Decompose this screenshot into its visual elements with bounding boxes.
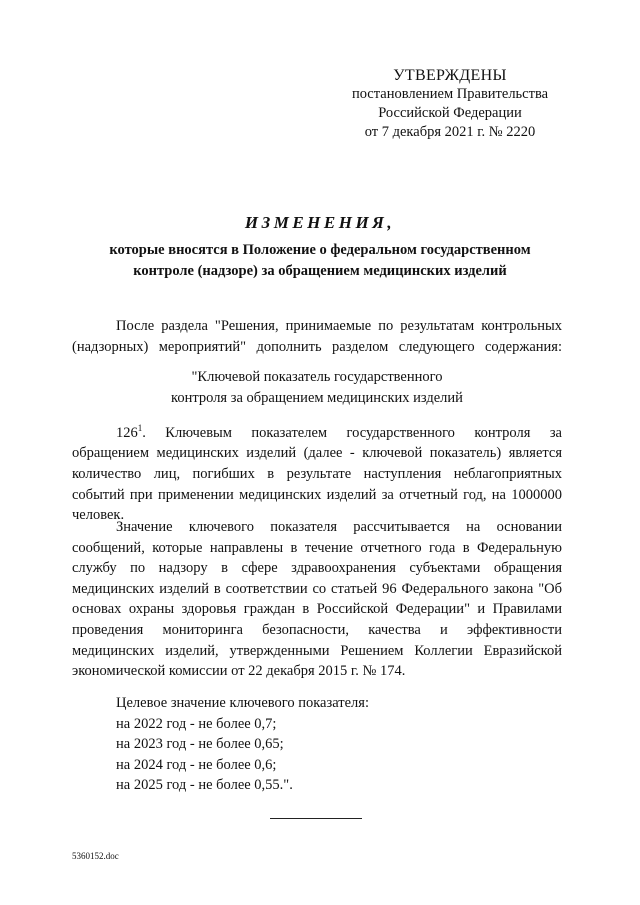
section-heading-line-2: контроля за обращением медицинских изделий (171, 389, 463, 406)
target-2025: на 2025 год - не более 0,55.". (116, 777, 293, 794)
document-subtitle (80, 240, 560, 282)
intro-paragraph (72, 316, 562, 357)
target-2022: на 2022 год - не более 0,7; (116, 715, 277, 732)
calculation-paragraph: Значение ключевого показателя рассчитывается на основании сообщений, которые направлены в течение отчетного года в Федеральную службу по надзору в сфере здравоохранения субъектами обращения медицинских изделий в соответствии со статьей 96 Федерального закона "Об основах охраны здоровья граждан в Российской Федерации" и Правилами проведения мониторинга безопасности, качества и эффективности медицинских изделий, утвержденными Решением Коллегии Евразийской экономической комиссии от 22 декабря 2015 г. № 174. (72, 519, 562, 680)
target-2023: на 2023 год - не более 0,65; (116, 736, 284, 753)
intro-line-1: После раздела "Решения, принимаемые по результатам контрольных (116, 318, 562, 334)
document-file-id: 5360152.doc (72, 851, 119, 861)
target-2024: на 2024 год - не более 0,6; (116, 756, 277, 773)
approval-line-date-number: от 7 декабря 2021 г. № 2220 (364, 124, 536, 140)
target-heading: Целевое значение ключевого показателя: (116, 695, 369, 711)
subtitle-line-2: контроле (надзоре) за обращением медицинских изделий (133, 263, 507, 279)
closing-rule (270, 818, 362, 819)
section-heading (72, 367, 562, 408)
item-superscript: 1 (137, 423, 143, 433)
item-number: 126 (116, 424, 138, 441)
approval-line-government: Российской Федерации (378, 105, 522, 121)
document-title: ИЗМЕНЕНИЯ, (244, 213, 396, 232)
item-first-line (72, 418, 562, 443)
item-126-1-paragraph (72, 418, 562, 526)
section-heading-line-1: "Ключевой показатель государственного (191, 369, 443, 385)
approval-line-decree: постановлением Правительства (351, 86, 549, 102)
subtitle-line-1: которые вносятся в Положение о федеральном государственном (109, 242, 531, 258)
approval-heading: УТВЕРЖДЕНЫ (393, 67, 507, 84)
target-values (72, 693, 562, 796)
intro-line-2: (надзорных) мероприятий" дополнить разделом следующего содержания: (72, 338, 562, 355)
item-first-line-text: . Ключевым показателем государственного контроля за (142, 424, 562, 441)
approval-block (330, 66, 570, 142)
item-rest-text: обращением медицинских изделий (далее - ключевой показатель) является количество лиц, погибших в результате наступления неблагоприятных событий при применении медицинских изделий за отчетный год, на 1000000 человек. (72, 445, 562, 524)
